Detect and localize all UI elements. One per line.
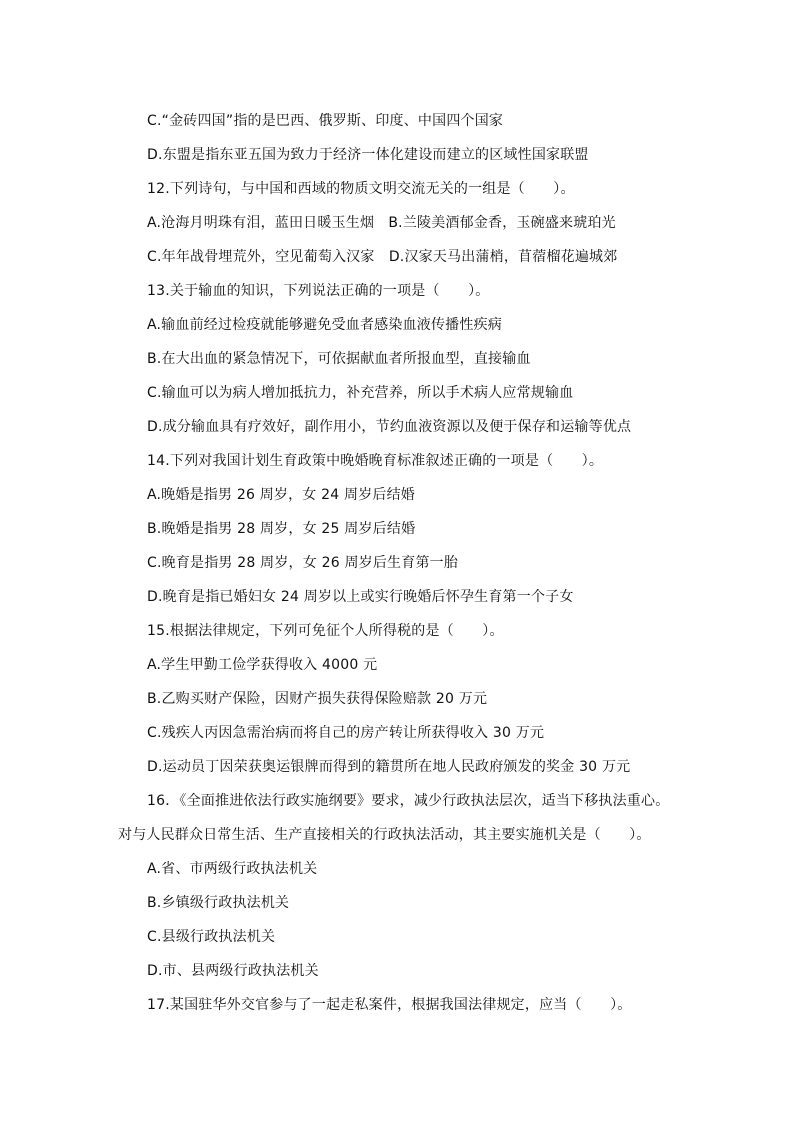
option-c-q16: C.县级行政执法机关 (147, 929, 276, 945)
option-b-q15: B.乙购买财产保险，因财产损失获得保险赔款 20 万元 (147, 691, 488, 707)
question-16-line-1: 16．《全面推进依法行政实施纲要》要求，减少行政执法层次，适当下移执法重心。 (147, 793, 670, 809)
option-d-q13: D.成分输血具有疗效好，副作用小，节约血液资源以及便于保存和运输等优点 (147, 419, 632, 435)
option-a-q14: A.晚婚是指男 26 周岁，女 24 周岁后结婚 (147, 487, 416, 503)
option-a-q16: A.省、市两级行政执法机关 (147, 861, 318, 877)
option-d-q11: D.东盟是指东亚五国为致力于经济一体化建设而建立的区域性国家联盟 (147, 147, 589, 163)
option-b-q14: B.晚婚是指男 28 周岁，女 25 周岁后结婚 (147, 521, 416, 537)
question-15: 15.根据法律规定，下列可免征个人所得税的是（ ）。 (147, 623, 504, 639)
option-d-q14: D.晚育是指已婚妇女 24 周岁以上或实行晚婚后怀孕生育第一个子女 (147, 589, 574, 605)
option-c-q11: C.“金砖四国”指的是巴西、俄罗斯、印度、中国四个国家 (147, 113, 504, 129)
question-16-line-2: 对与人民群众日常生活、生产直接相关的行政执法活动，其主要实施机关是（ ）。 (118, 827, 651, 843)
options-ab-q12: A.沧海月明珠有泪，蓝田日暖玉生烟 B.兰陵美酒郁金香，玉碗盛来琥珀光 (147, 215, 616, 231)
option-c-q14: C.晚育是指男 28 周岁，女 26 周岁后生育第一胎 (147, 555, 459, 571)
question-13: 13.关于输血的知识，下列说法正确的一项是（ ）。 (147, 283, 490, 299)
question-17: 17.某国驻华外交官参与了一起走私案件，根据我国法律规定，应当（ ）。 (147, 997, 632, 1013)
option-c-q15: C.残疾人丙因急需治病而将自己的房产转让所获得收入 30 万元 (147, 725, 545, 741)
option-b-q13: B.在大出血的紧急情况下，可依据献血者所报血型，直接输血 (147, 351, 531, 367)
option-b-q16: B.乡镇级行政执法机关 (147, 895, 290, 911)
question-12: 12.下列诗句，与中国和西域的物质文明交流无关的一组是（ ）。 (147, 181, 575, 197)
option-a-q15: A.学生甲勤工俭学获得收入 4000 元 (147, 657, 378, 673)
option-d-q16: D.市、县两级行政执法机关 (147, 963, 319, 979)
question-14: 14.下列对我国计划生育政策中晚婚晚育标准叙述正确的一项是（ ）。 (147, 453, 604, 469)
option-a-q13: A.输血前经过检疫就能够避免受血者感染血液传播性疾病 (147, 317, 502, 333)
option-d-q15: D.运动员丁因荣获奥运银牌而得到的籍贯所在地人民政府颁发的奖金 30 万元 (147, 759, 631, 775)
options-cd-q12: C.年年战骨埋荒外，空见葡萄入汉家 D.汉家天马出蒲梢，苜蓿榴花遍城郊 (147, 249, 618, 265)
option-c-q13: C.输血可以为病人增加抵抗力，补充营养，所以手术病人应常规输血 (147, 385, 574, 401)
